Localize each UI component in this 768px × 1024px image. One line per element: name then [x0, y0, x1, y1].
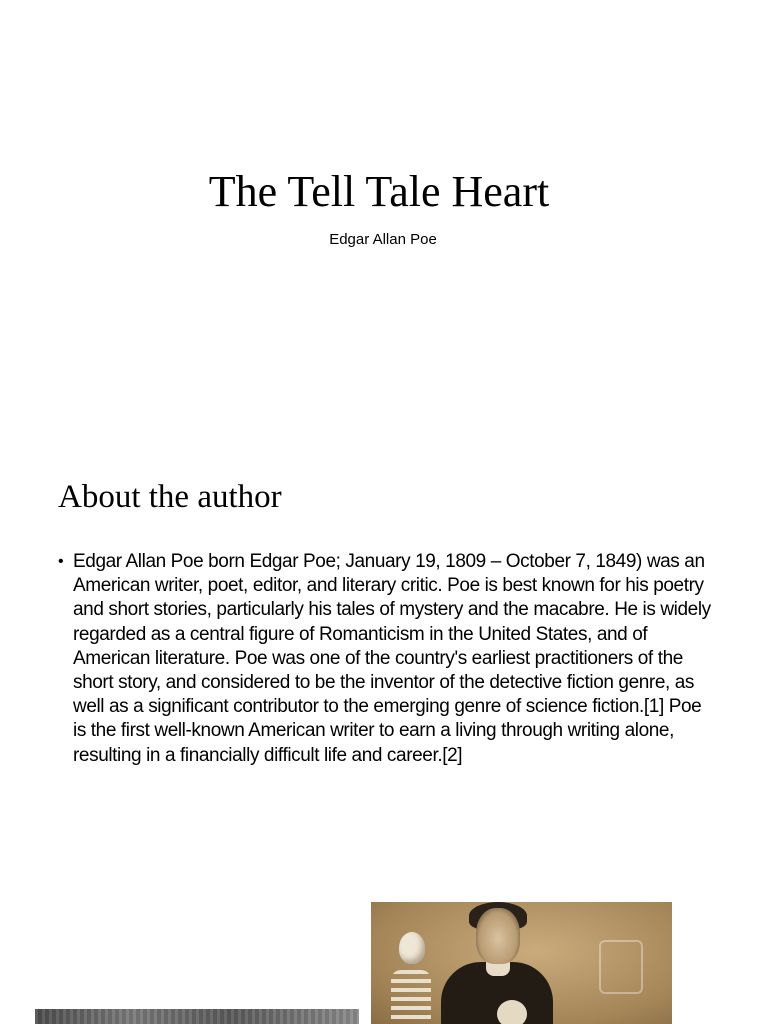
section-heading: About the author: [58, 479, 282, 515]
slide-title: The Tell Tale Heart: [208, 167, 550, 216]
slide-subtitle: Edgar Allan Poe: [329, 231, 437, 248]
photo-decor: [599, 940, 643, 994]
photo-texture: [35, 1009, 359, 1024]
bullet-list: [58, 550, 718, 768]
bullet-icon: •: [58, 553, 64, 570]
poe-with-skeleton-photo: [371, 902, 672, 1024]
bullet-text: Edgar Allan Poe born Edgar Poe; January 19, 1809 – October 7, 1849) was an American writer, poet, editor, and literary critic. Poe is best known for his poetry and short stories, particularly his tales of mystery and the macabre. He is widely regarded as a central figure of Romanticism in the United States, and of American literature. Poe was one of the country's earliest practitioners of the short story, and considered to be the inventor of the detective fiction genre, as well as a significant contributor to the emerging genre of science fiction.[1] Poe is the first well-known American writer to earn a living through writing alone, resulting in a financially difficult life and career.[2]: [73, 551, 711, 766]
skeleton-skull: [399, 932, 425, 964]
man-head: [476, 908, 520, 964]
skeleton-ribs: [391, 970, 431, 1024]
bullet-item: [58, 550, 718, 768]
small-skull: [497, 1000, 527, 1024]
grayscale-portrait-photo: [35, 1009, 359, 1024]
